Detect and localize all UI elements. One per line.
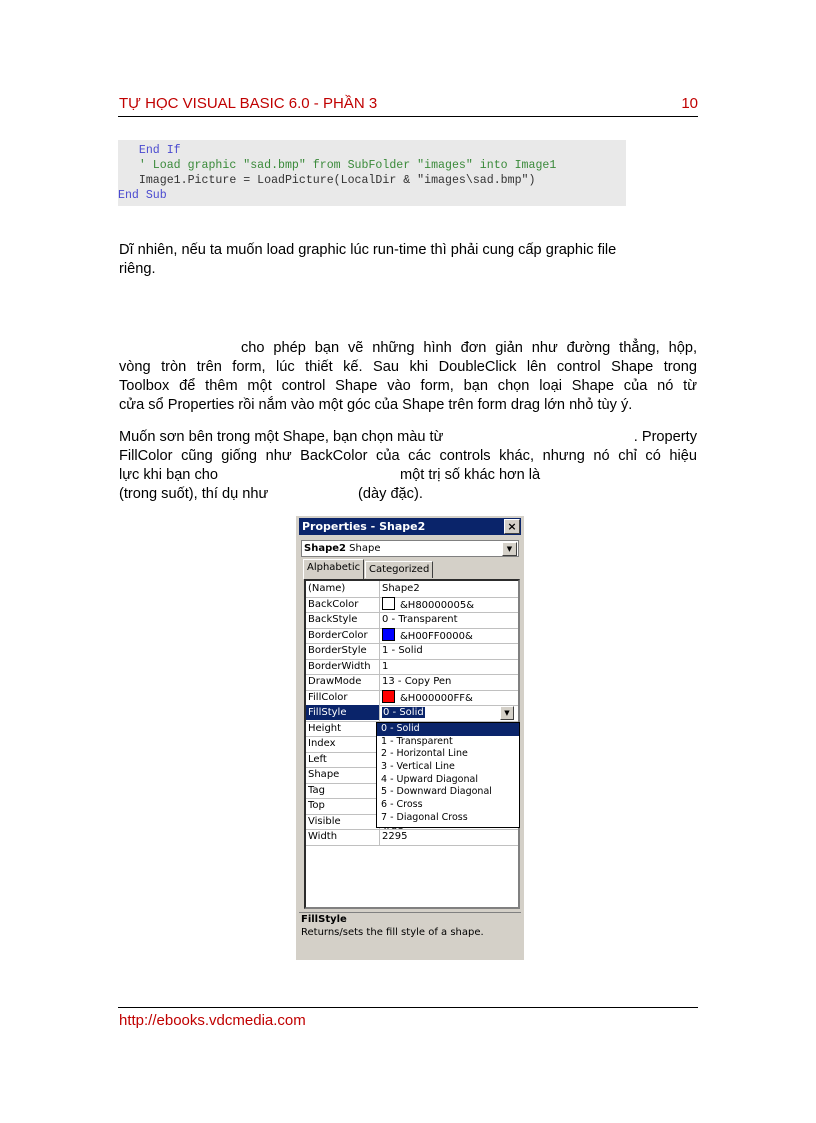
- fillstyle-option[interactable]: 1 - Transparent: [381, 735, 453, 747]
- property-row[interactable]: Visible: [306, 814, 518, 831]
- code-block: [118, 140, 626, 206]
- paragraph-line: Muốn sơn bên trong một Shape, bạn chọn màu từ . Property: [119, 429, 697, 445]
- property-row[interactable]: BackColor &H80000005&: [306, 597, 518, 614]
- chevron-down-icon[interactable]: ▼: [500, 706, 514, 720]
- paragraph-line: (trong suốt), thí dụ như (dày đặc).: [119, 486, 423, 502]
- code-line: Image1.Picture = LoadPicture(LocalDir & "images\sad.bmp"): [138, 174, 536, 187]
- tab-categorized[interactable]: Categorized: [365, 561, 433, 578]
- paragraph-line: Toolbox để thêm một control Shape vào form, bạn chọn loại Shape của nó từ: [119, 378, 697, 394]
- property-row[interactable]: BorderColor &H00FF0000&: [306, 628, 518, 645]
- code-line: ' Load graphic "sad.bmp" from SubFolder "images" into Image1: [138, 159, 557, 172]
- footer-url: http://ebooks.vdcmedia.com: [119, 1012, 306, 1029]
- color-swatch: [382, 690, 395, 703]
- property-row[interactable]: BorderStyle 1 - Solid: [306, 643, 518, 660]
- fillstyle-option[interactable]: 2 - Horizontal Line: [381, 748, 468, 760]
- property-row[interactable]: Left: [306, 752, 518, 769]
- property-row-selected[interactable]: FillStyle 0 - Solid ▼: [306, 705, 518, 722]
- property-row[interactable]: Index: [306, 736, 518, 753]
- color-swatch: [382, 628, 395, 641]
- chevron-down-icon[interactable]: ▼: [502, 542, 517, 556]
- paragraph-fillcolor: [119, 428, 697, 504]
- object-selector[interactable]: Shape2 Shape ▼: [301, 540, 519, 557]
- paragraph-line: cho phép bạn vẽ những hình đơn giản như đường thẳng, hộp,: [241, 340, 697, 356]
- property-row[interactable]: FillColor &H000000FF&: [306, 690, 518, 707]
- fillstyle-option[interactable]: 3 - Vertical Line: [381, 761, 455, 773]
- page-number: 10: [681, 95, 698, 112]
- code-line: End Sub: [118, 189, 167, 202]
- header-divider: [118, 116, 698, 117]
- property-row[interactable]: Width 2295: [306, 829, 518, 846]
- footer-divider: [118, 1007, 698, 1008]
- fillstyle-option[interactable]: 6 - Cross: [381, 799, 423, 811]
- close-icon[interactable]: ×: [504, 519, 520, 534]
- tab-alphabetic[interactable]: Alphabetic: [303, 559, 364, 579]
- paragraph-line: cửa sổ Properties rồi nắm vào một góc của Shape trên form drag lớn nhỏ tùy ý.: [119, 397, 633, 413]
- property-row[interactable]: Height: [306, 721, 518, 738]
- fillstyle-option[interactable]: 5 - Downward Diagonal: [381, 786, 492, 798]
- property-row[interactable]: DrawMode 13 - Copy Pen: [306, 674, 518, 691]
- fillstyle-option[interactable]: 0 - Solid: [377, 723, 519, 736]
- code-line: End If: [138, 144, 181, 157]
- property-row[interactable]: Tag: [306, 783, 518, 800]
- document-header-title: TỰ HỌC VISUAL BASIC 6.0 - PHẦN 3: [119, 95, 378, 112]
- paragraph-line: riêng.: [119, 261, 156, 277]
- property-row[interactable]: Shape: [306, 767, 518, 784]
- paragraph-line: Dĩ nhiên, nếu ta muốn load graphic lúc run-time thì phải cung cấp graphic file: [119, 242, 617, 258]
- description-title: FillStyle: [301, 914, 347, 925]
- property-row[interactable]: (Name) Shape2: [306, 581, 518, 598]
- paragraph-shape-control: [119, 339, 697, 415]
- fillstyle-option[interactable]: 7 - Diagonal Cross: [381, 811, 468, 823]
- fillstyle-dropdown-list: [376, 722, 520, 828]
- property-row[interactable]: BorderWidth 1: [306, 659, 518, 676]
- paragraph-line: vòng tròn trên form, lúc thiết kế. Sau khi DoubleClick lên control Shape trong: [119, 359, 697, 375]
- description-text: Returns/sets the fill style of a shape.: [301, 927, 484, 938]
- property-row[interactable]: Top: [306, 798, 518, 815]
- paragraph-line: FillColor cũng giống như BackColor của các controls khác, nhưng nó chỉ có hiệu: [119, 448, 697, 464]
- color-swatch: [382, 597, 395, 610]
- property-description: [299, 912, 521, 958]
- fillstyle-option[interactable]: 4 - Upward Diagonal: [381, 773, 478, 785]
- paragraph-line: lực khi bạn cho một trị số khác hơn là: [119, 467, 541, 483]
- paragraph-runtime-graphic: [119, 241, 697, 279]
- property-row[interactable]: BackStyle 0 - Transparent: [306, 612, 518, 629]
- properties-title-bar: Properties - Shape2 ×: [299, 518, 521, 535]
